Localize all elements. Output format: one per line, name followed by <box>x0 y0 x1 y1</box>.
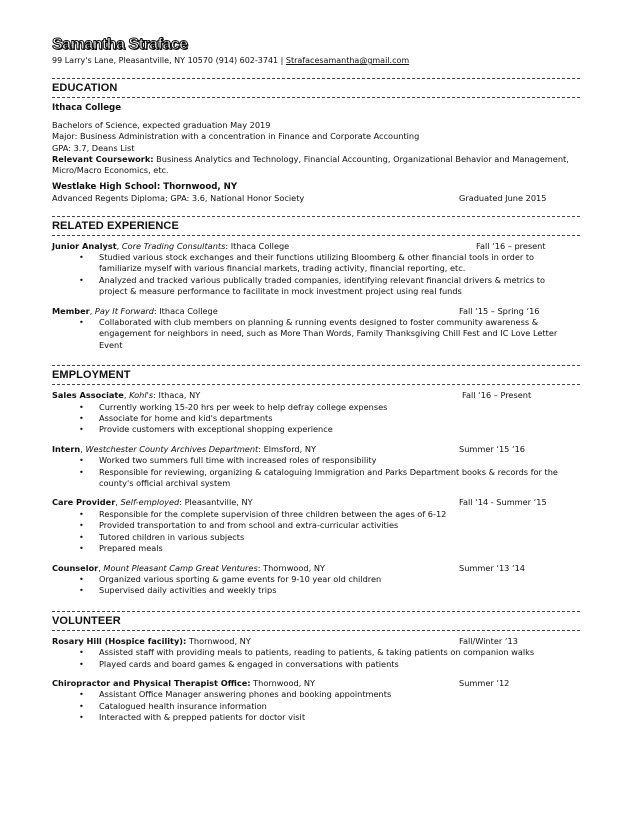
bullet-icon: • <box>79 700 84 711</box>
bullet-icon: • <box>79 317 84 328</box>
junior-analyst-row: Junior Analyst, Core Trading Consultants: Ithaca College Fall ‘16 – present <box>52 240 546 251</box>
care-location: : Pleasantville, NY <box>179 497 253 508</box>
junior-company: Core Trading Consultants <box>121 240 226 251</box>
sales-location: : Ithaca, NY <box>153 390 201 401</box>
westlake-details: Advanced Regents Diploma; GPA: 3.6, National Honor Society <box>52 193 305 204</box>
section-heading-volunteer: VOLUNTEER <box>52 611 580 631</box>
coursework-text: Business Analytics and Technology, Financial Accounting, Organizational Behavior and Management, <box>153 154 569 165</box>
chiro-bullet-1: Assistant Office Manager answering phones and booking appointments <box>99 689 392 700</box>
care-bullets <box>52 509 580 555</box>
counselor-location: : Thornwood, NY <box>257 562 325 573</box>
email-link[interactable]: Strafacesamantha@gmail.com <box>285 56 410 65</box>
list-item <box>52 402 580 413</box>
sales-date: Fall ‘16 – Present <box>462 390 532 401</box>
list-item <box>52 659 580 670</box>
care-row: Care Provider, Self-employed: Pleasantville, NY Fall ‘14 - Summer ‘15 <box>52 497 547 508</box>
bullet-icon: • <box>79 658 84 669</box>
rosary-bullet-1: Assisted staff with providing meals to patients, reading to patients, & taking patients on companion walks <box>99 647 535 658</box>
list-item <box>52 509 580 520</box>
section-heading-education: EDUCATION <box>52 78 580 98</box>
contact-line <box>52 55 580 66</box>
chiro-location: Thornwood, NY <box>250 677 316 688</box>
bullet-icon: • <box>79 401 84 412</box>
intern-location: : Elmsford, NY <box>258 443 316 454</box>
list-item <box>52 520 580 531</box>
member-title: Member <box>52 305 90 316</box>
section-heading-employment: EMPLOYMENT <box>52 365 580 385</box>
westlake-details-row <box>52 193 580 204</box>
list-item <box>52 424 580 435</box>
list-item <box>52 275 580 298</box>
intern-title: Intern <box>52 443 81 454</box>
member-bullet-1b: engagement for neighbors in need, such as More Than Words, Family Thanksgiving Chill Fest and IC Love Letter <box>99 328 558 339</box>
list-item <box>52 712 580 723</box>
list-item <box>52 585 580 596</box>
section-heading-related-experience: RELATED EXPERIENCE <box>52 216 580 236</box>
sales-bullets <box>52 402 580 436</box>
chiro-date: Summer ‘12 <box>459 677 510 688</box>
sales-company: Kohl's <box>129 390 154 401</box>
sales-title: Sales Associate <box>52 390 124 401</box>
rosary-row <box>52 636 580 647</box>
intern-bullet-2a: Responsible for reviewing, organizing & cataloguing Immigration and Parks Department books & records for the <box>99 466 558 477</box>
bullet-icon: • <box>79 413 84 424</box>
intern-date: Summer ‘15 ‘16 <box>459 443 525 454</box>
member-row: Member, Pay It Forward: Ithaca College Fall ‘15 – Spring ‘16 <box>52 305 540 316</box>
junior-bullets <box>52 252 580 298</box>
junior-bullet-2a: Analyzed and tracked various publically traded companies, identifying relevant financial drivers & metrics to <box>99 274 546 285</box>
junior-bullet-1b: familiarize myself with various financial markets, trading activity, financial reporting, etc. <box>99 263 466 274</box>
member-bullet-1a: Collaborated with club members on planning & running events designed to foster community awareness & <box>99 317 539 328</box>
rosary-bullets <box>52 647 580 670</box>
member-bullet-1c: Event <box>99 339 123 350</box>
bullet-icon: • <box>79 508 84 519</box>
list-item <box>52 252 580 275</box>
major-line: Major: Business Administration with a concentration in Finance and Corporate Accounting <box>52 131 420 142</box>
bullet-icon: • <box>79 520 84 531</box>
rosary-location: Thornwood, NY <box>186 635 251 646</box>
care-bullet-3: Tutored children in various subjects <box>99 531 245 542</box>
intern-company: Westchester County Archives Department <box>85 443 259 454</box>
westlake-date: Graduated June 2015 <box>459 193 547 204</box>
rosary-date: Fall/Winter ‘13 <box>459 635 518 646</box>
junior-title: Junior Analyst <box>52 240 117 251</box>
counselor-title: Counselor <box>52 562 99 573</box>
contact-address: 99 Larry's Lane, Pleasantville, NY 10570 (914) 602-3741 | <box>52 56 286 65</box>
list-item <box>52 543 580 554</box>
counselor-bullet-2: Supervised daily activities and weekly trips <box>99 585 277 596</box>
member-company: Pay It Forward <box>94 305 154 316</box>
care-bullet-1: Responsible for the complete supervision of three children between the ages of 6-12 <box>99 508 447 519</box>
care-bullet-2: Provided transportation to and from school and extra-curricular activities <box>99 520 399 531</box>
junior-location: : Ithaca College <box>225 240 290 251</box>
resume-page <box>52 36 580 724</box>
care-bullet-4: Prepared meals <box>99 543 163 554</box>
bullet-icon: • <box>79 573 84 584</box>
junior-bullet-1a: Studied various stock exchanges and their functions utilizing Bloomberg & other financial tools in order to <box>99 252 535 263</box>
counselor-company: Mount Pleasant Camp Great Ventures <box>103 562 258 573</box>
bullet-icon: • <box>79 689 84 700</box>
rosary-title: Rosary Hill (Hospice facility): <box>52 635 187 646</box>
bullet-icon: • <box>79 531 84 542</box>
gpa-line: GPA: 3.7, Deans List <box>52 142 135 153</box>
chiro-bullet-3: Interacted with & prepped patients for doctor visit <box>99 712 306 723</box>
chiro-title: Chiropractor and Physical Therapist Office: <box>52 677 251 688</box>
member-location: : Ithaca College <box>153 305 218 316</box>
list-item <box>52 647 580 658</box>
bullet-icon: • <box>79 585 84 596</box>
school-westlake: Westlake High School: Thornwood, NY <box>52 181 238 192</box>
member-date: Fall ‘15 – Spring ‘16 <box>459 305 540 316</box>
counselor-date: Summer ‘13 ‘14 <box>459 562 525 573</box>
school-ithaca: Ithaca College <box>52 103 122 114</box>
care-title: Care Provider <box>52 497 116 508</box>
intern-bullet-2b: county's official archival system <box>99 478 231 489</box>
list-item <box>52 532 580 543</box>
counselor-bullets <box>52 574 580 597</box>
rosary-bullet-2: Played cards and board games & engaged in conversations with patients <box>99 658 399 669</box>
list-item <box>52 701 580 712</box>
list-item <box>52 455 580 466</box>
care-company: Self-employed <box>120 497 180 508</box>
intern-row: Intern, Westchester County Archives Department: Elmsford, NY Summer ‘15 ‘16 <box>52 443 525 454</box>
counselor-bullet-1: Organized various sporting & game events for 9-10 year old children <box>99 573 382 584</box>
intern-bullets <box>52 455 580 489</box>
care-date: Fall ‘14 - Summer ‘15 <box>459 497 547 508</box>
intern-bullet-1: Worked two summers full time with increased roles of responsibility <box>99 455 377 466</box>
chiro-bullets <box>52 689 580 723</box>
bullet-icon: • <box>79 543 84 554</box>
bullet-icon: • <box>79 274 84 285</box>
member-bullets <box>52 317 580 351</box>
chiro-row <box>52 678 580 689</box>
bullet-icon: • <box>79 455 84 466</box>
junior-bullet-2b: project & measure performance to facilitate in mock investment project using real funds <box>99 286 462 297</box>
list-item <box>52 467 580 490</box>
coursework-label: Relevant Coursework: <box>52 154 154 165</box>
list-item <box>52 317 580 351</box>
sales-bullet-2: Associate for home and kid's departments <box>99 413 273 424</box>
list-item <box>52 689 580 700</box>
degree-line: Bachelors of Science, expected graduation May 2019 <box>52 119 271 130</box>
sales-row: Sales Associate, Kohl's: Ithaca, NY Fall ‘16 – Present <box>52 390 532 401</box>
bullet-icon: • <box>79 712 84 723</box>
coursework-line-2: Micro/Macro Economics, etc. <box>52 165 169 176</box>
list-item <box>52 574 580 585</box>
sales-bullet-1: Currently working 15-20 hrs per week to help defray college expenses <box>99 401 388 412</box>
applicant-name: Samantha Straface <box>52 36 188 53</box>
coursework-line <box>52 154 580 165</box>
list-item <box>52 413 580 424</box>
bullet-icon: • <box>79 424 84 435</box>
junior-date: Fall ‘16 – present <box>476 240 546 251</box>
bullet-icon: • <box>79 252 84 263</box>
bullet-icon: • <box>79 647 84 658</box>
chiro-bullet-2: Catalogued health insurance information <box>99 700 267 711</box>
sales-bullet-3: Provide customers with exceptional shopping experience <box>99 424 333 435</box>
counselor-row: Counselor, Mount Pleasant Camp Great Ventures: Thornwood, NY Summer ‘13 ‘14 <box>52 562 525 573</box>
bullet-icon: • <box>79 466 84 477</box>
